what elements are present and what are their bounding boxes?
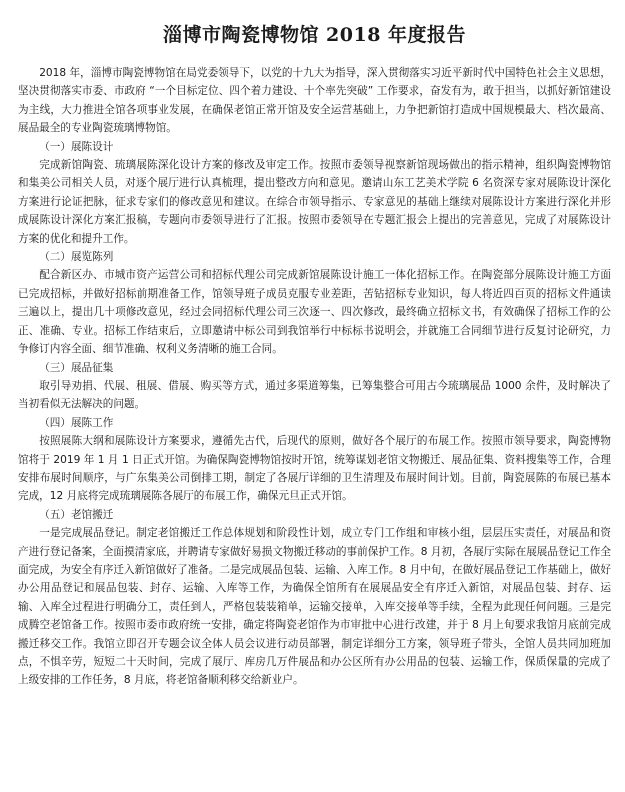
- section-paragraph: 按照展陈大纲和展陈设计方案要求，遵循先古代，后现代的原则，做好各个展厅的布展工作。按照市领导要求，陶瓷博物馆将于 2019 年 1 月 1 日正式开馆。为确保陶瓷博物馆按时开馆，统筹谋划老馆文物搬迁、展品征集、资料搜集等工作，合理安排布展时间顺序，与广东集美公司倒排工期，制定了各展厅详细的卫生清理及布展时间计划。目前，陶瓷展陈的布展已基本完成，12 月底将完成琉璃展陈各展厅的布展工作，确保元旦正式开馆。: [18, 435, 611, 503]
- section-paragraph: 一是完成展品登记。制定老馆搬迁工作总体规划和阶段性计划，成立专门工作组和审核小组，层层压实责任，对展品和资产进行登记备案，全面摸清家底，并聘请专家做好易损文物搬迁移动的事前保护工作。8 月初，各展厅实际在展展品登记工作全面完成，为安全有序迁入新馆做好了准备。二是完成展品包装、运输、入库工作。8 月中旬，在做好展品登记工作基础上，做好办公用品登记和展品包装、封存、运输、入库等工作，为确保全馆所有在展展品安全有序迁入新馆，对展品包装、封存、运输、入库全过程进行明确分工，责任到人，严格包装装箱单，运输交接单，入库交接单等手续，全程为此现任何问题。三是完成腾空老馆备工作。按照市委市政府统一安排，确定将陶瓷老馆作为市审批中心进行改建，并于 8 月上旬要求我馆月底前完成搬迁移交工作。我馆立即召开专题会议全体人员会议进行动员部署，制定详细分工方案，领导班子带头，全馆人员共同加班加点，不惧辛劳，短短二十天时间，完成了展厅、库房几万件展品和办公区所有办公用品的包装、运输工作，保质保量的完成了上级安排的工作任务，8 月底，将老馆备顺利移交给新业户。: [18, 527, 611, 687]
- intro-paragraph: 2018 年，淄博市陶瓷博物馆在局党委领导下，以党的十九大为指导，深入贯彻落实习近平新时代中国特色社会主义思想，坚决贯彻落实市委、市政府 “一个目标定位、四个着力建设、十个率先突破” 工作要求，奋发有为，敢于担当，以抓好新馆建设为主线，大力推进全馆各项事业发展，在确保老馆正常开馆及安全运营基础上，力争把新馆打造成中国规模最大、档次最高、展品最全的专业陶瓷琉璃博物馆。: [18, 67, 611, 135]
- section-exhibition-design: [18, 138, 611, 248]
- section-relocation: [18, 506, 611, 690]
- section-exhibition-display: [18, 248, 611, 358]
- section-collection: [18, 359, 611, 414]
- section-paragraph: 配合新区办、市城市资产运营公司和招标代理公司完成新馆展陈设计施工一体化招标工作。在陶瓷部分展陈设计施工方面已完成招标，并做好招标前期准备工作，馆领导班子成员克服专业差距，苦钻招标专业知识，每人将近四百页的招标文件通读三遍以上，提出几十项修改意见，经过会同招标代理公司三次逐一、四次修改，最终确立招标文书，有效确保了招标工作的公正、准确、专业。招标工作结束后，立即邀请中标公司到我馆举行中标标书说明会，并就施工合同细节进行反复讨论研究，力争修订内容全面、细节准确、权利义务清晰的施工合同。: [18, 269, 611, 356]
- section-paragraph: 取引导劝捐、代展、租展、借展、购买等方式，通过多渠道筹集，已筹集整合可用古今琉璃展品 1000 余件，及时解决了当初看似无法解决的问题。: [18, 379, 611, 411]
- section-paragraph: 完成新馆陶瓷、琉璃展陈深化设计方案的修改及审定工作。按照市委领导视察新馆现场做出的指示精神，组织陶瓷博物馆和集美公司相关人员，对逐个展厅进行认真梳理，提出整改方向和意见。邀请山东工艺美术学院 6 名资深专家对展陈设计深化方案进行论证把脉，征求专家们的修改意见和建议。在综合市领导指示、专家意见的基础上继续对展陈设计方案进行深化并形成展陈设计深化方案汇报稿，专题向市委领导进行了汇报。按照市委领导在专题汇报会上提出的完善意见，完成了对展陈设计方案的优化和提升工作。: [18, 159, 611, 245]
- document-title: 淄博市陶瓷博物馆 2018 年度报告: [162, 24, 467, 46]
- section-exhibition-work: [18, 414, 611, 506]
- section-heading: （四）展陈工作: [39, 416, 114, 429]
- section-heading: （二）展览陈列: [39, 251, 114, 264]
- section-heading: （三）展品征集: [39, 361, 114, 374]
- section-heading: （五）老馆搬迁: [39, 508, 114, 521]
- section-heading: （一）展陈设计: [39, 140, 114, 153]
